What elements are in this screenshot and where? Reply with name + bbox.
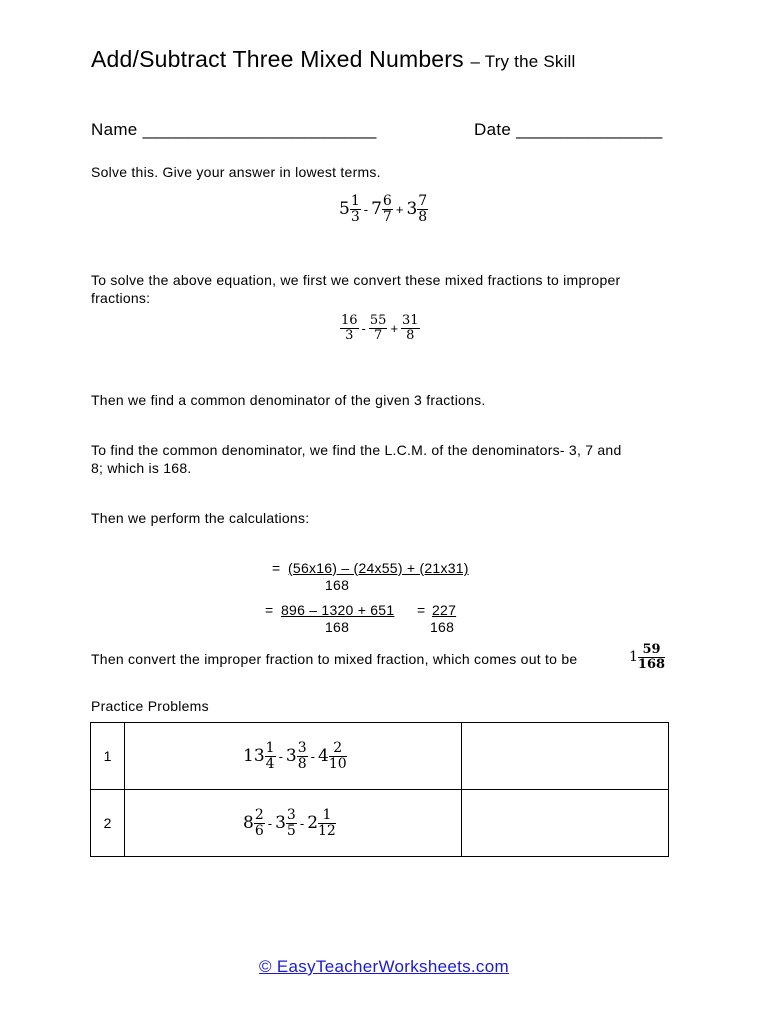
- calc2-result-denominator: 168: [430, 619, 455, 635]
- practice-den-3: 10: [328, 755, 347, 772]
- step1-text-line1: To solve the above equation, we first we convert these mixed fractions to improper: [91, 272, 621, 288]
- problem-num-2: 6: [382, 193, 392, 209]
- calc2-result-numerator: 227: [432, 602, 457, 618]
- problem-op-1: -: [363, 201, 369, 217]
- problem-fraction-2: [382, 194, 393, 224]
- step3-text-line2: 8; which is 168.: [91, 460, 192, 476]
- step4-text: Then we perform the calculations:: [91, 510, 310, 526]
- problem-whole-1: 5: [339, 199, 350, 220]
- calc2-numerator: 896 – 1320 + 651: [281, 602, 395, 618]
- practice-den-2: 5: [286, 822, 296, 839]
- final-whole: 1: [629, 649, 638, 666]
- improper-num-1: 16: [341, 313, 358, 328]
- improper-op-1: -: [361, 320, 366, 336]
- date-line: Date _______________: [474, 120, 663, 139]
- step3-text-line1: To find the common denominator, we find the L.C.M. of the denominators- 3, 7 and: [91, 442, 622, 458]
- step1-text-line2: fractions:: [91, 290, 151, 306]
- practice-num-2: 3: [286, 806, 296, 823]
- name-line: Name ________________________: [91, 120, 377, 139]
- main-problem: [339, 194, 428, 224]
- final-fraction: [638, 643, 665, 671]
- practice-fraction-3: [318, 808, 336, 838]
- practice-den-2: 8: [297, 755, 307, 772]
- practice-den-3: 12: [318, 822, 336, 839]
- practice-op-1: -: [267, 815, 273, 831]
- practice-problem: [125, 741, 461, 771]
- practice-num-1: 2: [254, 806, 264, 823]
- calc1-denominator: 168: [325, 577, 350, 593]
- calc1-numerator: (56x16) – (24x55) + (21x31): [288, 560, 469, 576]
- problem-num-3: 7: [418, 193, 428, 209]
- step2-text: Then we find a common denominator of the given 3 fractions.: [91, 392, 486, 408]
- practice-row: [91, 790, 669, 857]
- practice-num-2: 3: [297, 739, 307, 756]
- final-num: 59: [638, 643, 665, 658]
- final-text: Then convert the improper fraction to mixed fraction, which comes out to be: [91, 651, 578, 667]
- problem-den-1: 3: [350, 208, 360, 225]
- practice-problem: [125, 808, 461, 838]
- improper-num-3: 31: [402, 313, 419, 328]
- problem-den-2: 7: [382, 208, 392, 225]
- calc1-equals: =: [272, 560, 281, 576]
- practice-whole-3: 2: [307, 813, 319, 833]
- problem-fraction-3: [417, 194, 428, 224]
- improper-fraction-1: [340, 314, 359, 342]
- practice-whole-2: 3: [285, 746, 297, 766]
- improper-num-2: 55: [369, 313, 387, 328]
- practice-table: [90, 722, 669, 857]
- instruction-text: Solve this. Give your answer in lowest terms.: [91, 164, 381, 180]
- practice-op-2: -: [310, 748, 315, 764]
- practice-row: [91, 723, 669, 790]
- problem-den-3: 8: [418, 208, 428, 225]
- final-answer: [629, 643, 665, 671]
- problem-fraction-1: [350, 194, 361, 224]
- footer-link[interactable]: © EasyTeacherWorksheets.com: [259, 957, 509, 976]
- improper-den-3: 8: [406, 327, 415, 343]
- improper-fractions: [340, 314, 420, 342]
- practice-op-2: -: [299, 815, 305, 831]
- final-den: 168: [637, 656, 666, 672]
- practice-fraction-1: [254, 808, 265, 838]
- practice-answer-cell[interactable]: [462, 723, 669, 790]
- practice-problem-cell: [125, 723, 462, 790]
- problem-whole-3: 3: [406, 199, 418, 220]
- calc2-equals-2: =: [417, 602, 426, 618]
- practice-num-3: 1: [318, 808, 336, 824]
- practice-den-1: 6: [254, 822, 264, 839]
- title-main: Add/Subtract Three Mixed Numbers: [91, 46, 464, 72]
- practice-answer-cell[interactable]: [462, 790, 669, 857]
- calc2-denominator: 168: [325, 619, 350, 635]
- problem-num-1: 1: [350, 193, 360, 209]
- practice-problem-cell: [125, 790, 462, 857]
- practice-fraction-1: [265, 741, 276, 771]
- improper-den-2: 7: [374, 327, 383, 343]
- practice-fraction-3: [329, 741, 347, 771]
- page-title: [91, 46, 576, 73]
- practice-whole-3: 4: [318, 746, 329, 766]
- practice-whole-2: 3: [275, 813, 286, 833]
- practice-whole-1: 13: [243, 746, 265, 766]
- problem-op-2: +: [395, 201, 404, 217]
- practice-number: 1: [91, 723, 125, 790]
- practice-num-1: 1: [265, 739, 275, 756]
- practice-number: 2: [91, 790, 125, 857]
- practice-op-1: -: [278, 748, 283, 764]
- practice-den-1: 4: [265, 755, 275, 772]
- problem-whole-2: 7: [371, 199, 382, 220]
- footer: [0, 957, 768, 977]
- improper-den-1: 3: [345, 327, 354, 343]
- practice-whole-1: 8: [243, 813, 254, 833]
- calc2-equals: =: [265, 602, 274, 618]
- practice-num-3: 2: [329, 741, 347, 757]
- improper-fraction-3: [401, 314, 420, 342]
- practice-heading: Practice Problems: [91, 698, 209, 714]
- practice-fraction-2: [297, 741, 308, 771]
- improper-op-2: +: [390, 320, 399, 336]
- title-sub: – Try the Skill: [470, 52, 576, 71]
- practice-fraction-2: [286, 808, 297, 838]
- improper-fraction-2: [369, 314, 388, 342]
